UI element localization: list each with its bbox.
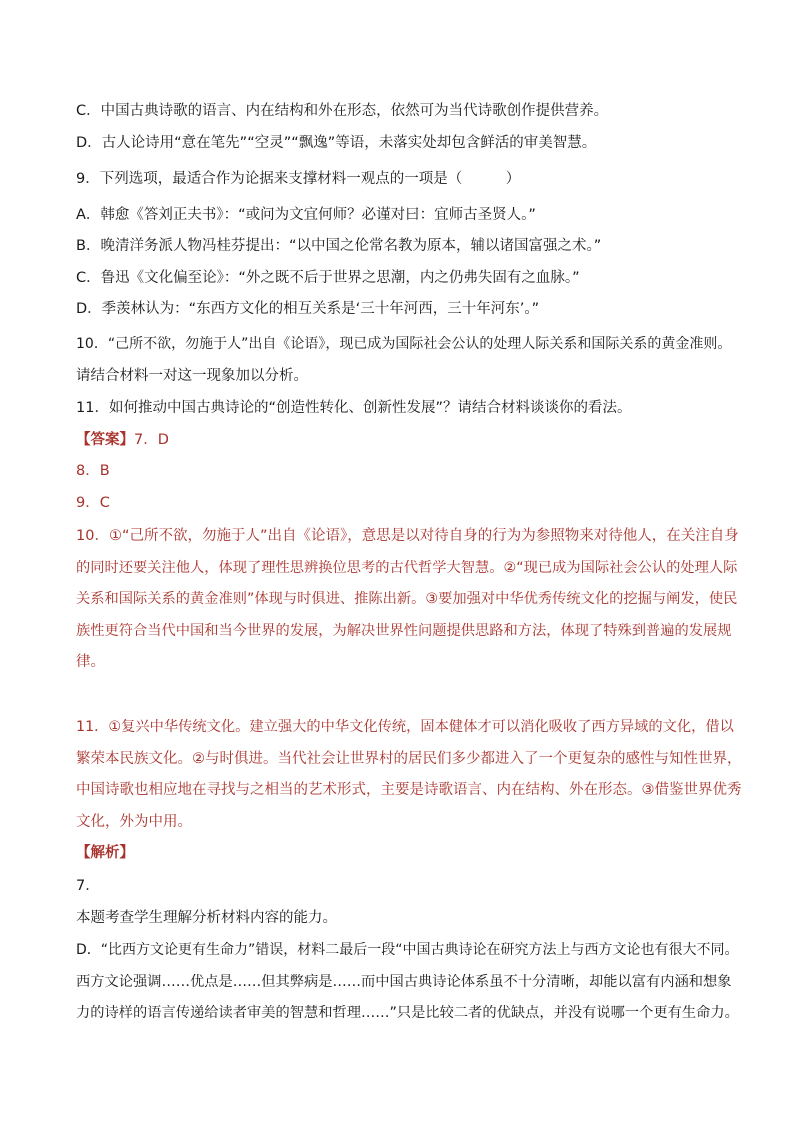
answer-10-line: 族性更符合当代中国和当今世界的发展，为解决世界性问题提供思路和方法，体现了特殊到普遍的发展规 [76,623,732,639]
answer-11-line: 繁荣本民族文化。②与时俱进。当代社会让世界村的居民们多少都进入了一个更复杂的感性与知性世界， [76,751,742,767]
analysis-option-d-line: 西方文论强调……优点是……但其弊病是……而中国古典诗论体系虽不十分清晰，却能以富有内涵和想象 [76,974,732,990]
analysis-number-7: 7． [76,878,100,894]
analysis-option-d-line: D．“比西方文论更有生命力”错误，材料二最后一段“中国古典诗论在研究方法上与西方文论也有很大不同。 [76,942,739,958]
answer-11-line: 中国诗歌也相应地在寻找与之相当的艺术形式，主要是诗歌语言、内在结构、外在形态。③借鉴世界优秀 [76,782,742,798]
analysis-intro: 本题考查学生理解分析材料内容的能力。 [76,910,337,926]
answer-11-line: 文化，外为中用。 [76,814,192,830]
answer-10-line: 律。 [76,654,105,670]
answer-10-line: 关系和国际关系的黄金准则”体现与时俱进、推陈出新。③要加强对中华优秀传统文化的挖掘与阐发，使民 [76,591,738,607]
answer-9: 9．C [76,495,110,511]
question-9-stem: 9．下列选项，最适合作为论据来支撑材料一观点的一项是（ ） [76,171,521,187]
answer-8: 8．B [76,463,110,479]
question-10-stem: 10．“己所不欲，勿施于人”出自《论语》，现已成为国际社会公认的处理人际关系和国际关系的黄金准则。 [76,336,732,352]
answer-10-line: 10．①“己所不欲，勿施于人”出自《论语》，意思是以对待自身的行为为参照物来对待他人，在关注自身 [76,528,739,544]
answer-11-line: 11．①复兴中华传统文化。建立强大的中华文化传统，固本健体才可以消化吸收了西方异域的文化，借以 [76,719,734,735]
analysis-option-d-line: 力的诗样的语言传递给读者审美的智慧和哲理……”只是比较二者的优缺点，并没有说哪一个更有生命力。 [76,1005,739,1021]
question-9-option-b: B．晚清洋务派人物冯桂芬提出：“以中国之伦常名教为原本，辅以诸国富强之术。” [76,238,602,254]
question-9-option-c: C．鲁迅《文化偏至论》：“外之既不后于世界之思潮，内之仍弗失固有之血脉。” [76,270,580,286]
question-9-option-a: A．韩愈《答刘正夫书》：“或问为文宜何师？必谨对曰：宜师古圣贤人。” [76,207,536,223]
analysis-heading: 【解析】 [76,845,134,861]
question-10-stem-continued: 请结合材料一对这一现象加以分析。 [76,368,308,384]
question-8-option-d: D．古人论诗用“意在笔先”“空灵”“飘逸”等语，未落实处却包含鲜活的审美智慧。 [76,135,597,151]
answer-10-line: 的同时还要关注他人，体现了理性思辨换位思考的古代哲学大智慧。②“现已成为国际社会公认的处理人际 [76,560,738,576]
answer-heading: 【答案】 [76,432,134,448]
answer-block-7 [76,430,169,450]
question-9-option-d: D．季羡林认为：“东西方文化的相互关系是‘三十年河西，三十年河东’。” [76,301,540,317]
question-8-option-c: C．中国古典诗歌的语言、内在结构和外在形态，依然可为当代诗歌创作提供营养。 [76,103,609,119]
question-11-stem: 11．如何推动中国古典诗论的“创造性转化、创新性发展”？请结合材料谈谈你的看法。 [76,400,632,416]
answer-7: 7．D [134,432,169,448]
